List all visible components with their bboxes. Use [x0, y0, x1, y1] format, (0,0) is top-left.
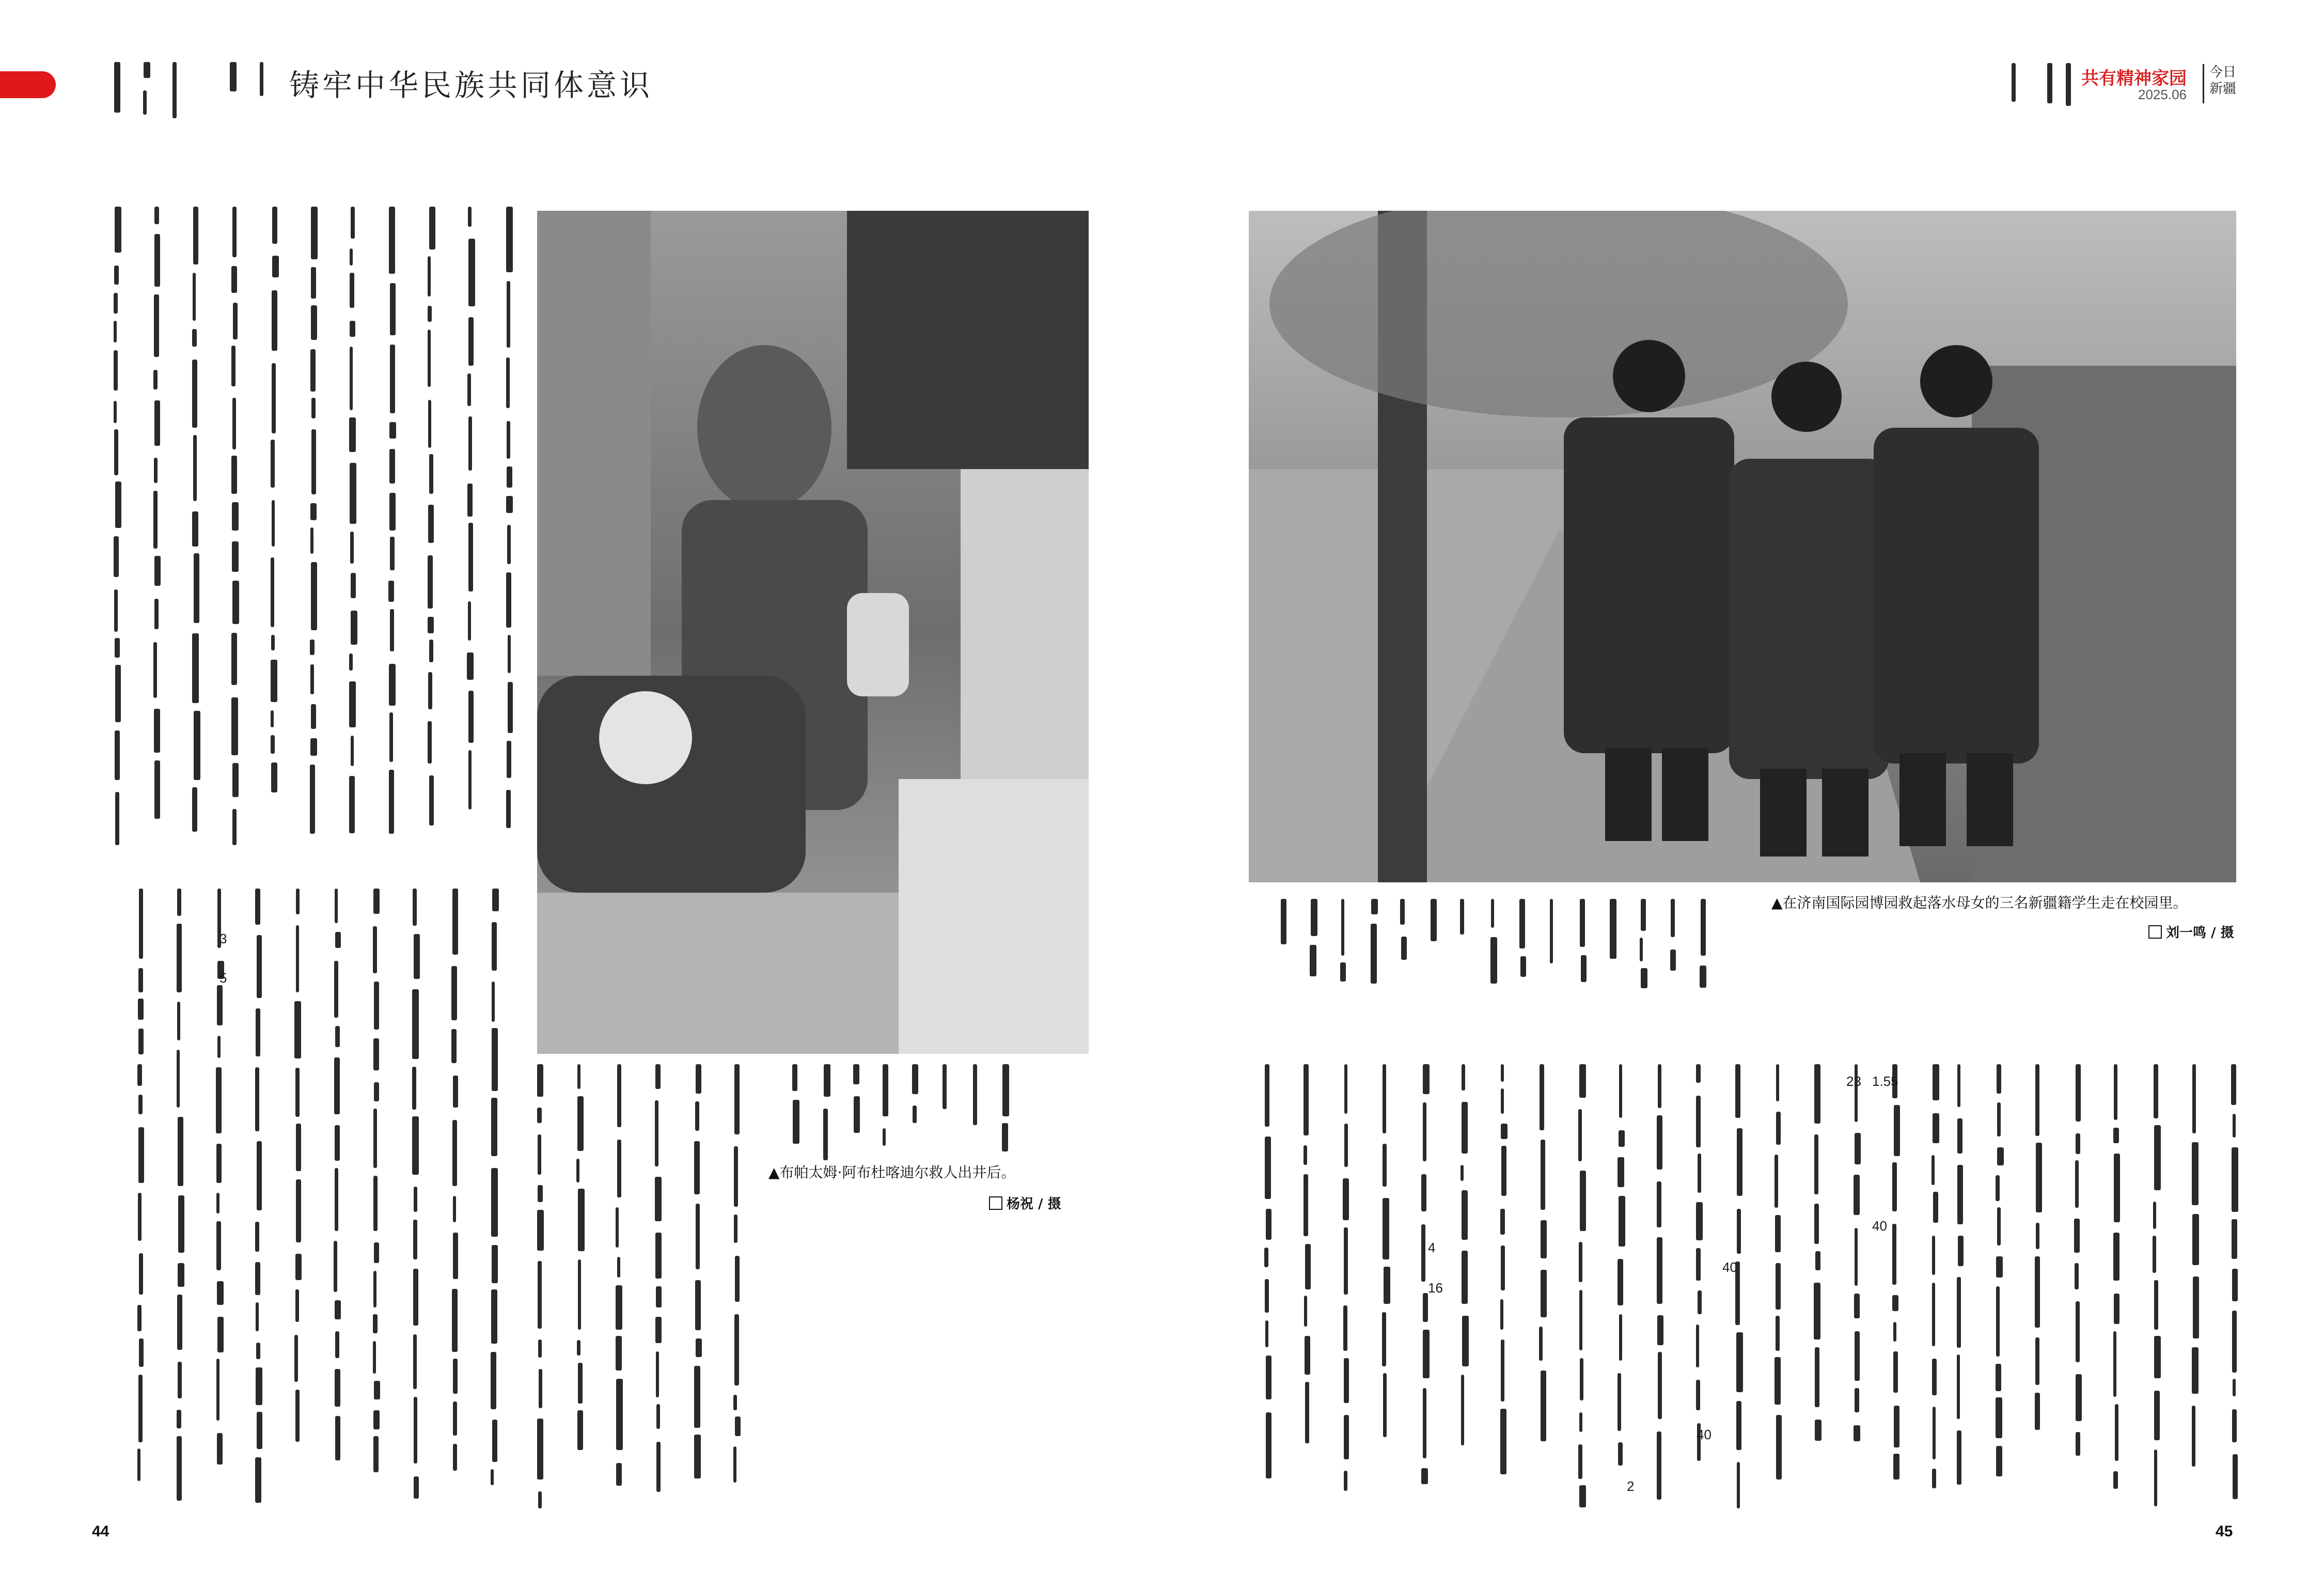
script-column [882, 1064, 889, 1162]
script-column [1699, 899, 1706, 997]
script-column [1996, 1064, 2003, 1508]
script-column [2231, 1064, 2238, 1508]
script-column [258, 62, 265, 129]
body-number: 40 [1697, 1427, 1711, 1442]
script-column [576, 1064, 584, 1508]
script-column [1264, 1064, 1271, 1508]
script-column [1340, 899, 1347, 997]
script-column [1002, 1064, 1009, 1162]
script-column [1853, 1064, 1860, 1508]
script-column [1669, 899, 1676, 997]
body-number: 1.55 [1872, 1073, 1898, 1089]
script-column [1735, 1064, 1742, 1508]
script-column [1500, 1064, 1507, 1508]
script-column [1459, 899, 1467, 997]
script-column [1775, 1064, 1782, 1508]
script-column [1956, 1064, 1964, 1508]
script-column [1461, 1064, 1468, 1508]
script-column [792, 1064, 799, 1162]
page-number-left: 44 [92, 1523, 109, 1540]
body-number: 40 [1722, 1259, 1737, 1275]
script-column [373, 889, 380, 1508]
script-column [349, 207, 356, 858]
rescue-photo [537, 211, 1089, 1054]
right-page-text-right [1952, 1064, 2241, 1508]
script-column [1618, 1064, 1625, 1508]
script-column [2047, 63, 2054, 110]
brand-name: 共有精神家园 [2081, 69, 2187, 88]
script-column [2066, 63, 2073, 110]
script-column [192, 207, 199, 858]
script-column [616, 1064, 623, 1508]
students-photo-credit [2148, 922, 2234, 941]
issue-date: 2025.06 [2138, 87, 2187, 102]
script-column [852, 1064, 859, 1162]
magazine-logo [2203, 64, 2246, 103]
script-column [1519, 899, 1527, 997]
rescue-photo-credit-text: 杨祝 / 摄 [1007, 1196, 1061, 1212]
article-title: 铸牢中华民族共同体意识 [289, 68, 653, 103]
script-column [114, 62, 121, 129]
script-column [1578, 1064, 1585, 1508]
script-column [1343, 1064, 1350, 1508]
script-column [1639, 899, 1646, 997]
left-page-text-upper [108, 207, 516, 858]
script-column [1370, 899, 1377, 997]
students-photo-mongolian-caption [1255, 899, 1709, 997]
script-column [912, 1064, 919, 1162]
script-column [255, 889, 262, 1508]
camera-icon [989, 1196, 1002, 1210]
students-photo [1249, 211, 2236, 882]
body-number: 23 [1846, 1073, 1861, 1089]
script-column [294, 889, 302, 1508]
rescue-photo-mongolian-caption [764, 1064, 1012, 1162]
script-column [271, 207, 278, 858]
script-column [1430, 899, 1437, 997]
script-column [822, 1064, 829, 1162]
script-column [2153, 1064, 2160, 1508]
script-column [137, 889, 145, 1508]
script-column [467, 207, 474, 858]
script-column [1814, 1064, 1821, 1508]
script-column [229, 62, 237, 129]
section-tab [0, 71, 56, 98]
script-column [388, 207, 396, 858]
script-column [143, 62, 150, 129]
script-column [2192, 1064, 2199, 1508]
script-column [694, 1064, 701, 1508]
script-column [2010, 63, 2017, 110]
script-column [177, 889, 184, 1508]
script-column [428, 207, 435, 858]
mongolian-title-block [98, 62, 269, 129]
script-column [1539, 1064, 1546, 1508]
script-column [1304, 1064, 1311, 1508]
script-column [1489, 899, 1497, 997]
students-photo-credit-text: 刘一鸣 / 摄 [2166, 925, 2234, 941]
script-column [171, 62, 179, 129]
script-column [1609, 899, 1616, 997]
script-column [1421, 1064, 1428, 1508]
script-column [1657, 1064, 1664, 1508]
script-column [733, 1064, 741, 1508]
script-column [655, 1064, 662, 1508]
script-column [1579, 899, 1587, 997]
right-page-text-left [1250, 1064, 1942, 1508]
students-photo-caption: ▲在济南国际园博园救起落水母女的三名新疆籍学生走在校园里。 [1771, 894, 2188, 911]
script-column [231, 207, 239, 858]
script-column [491, 889, 498, 1508]
brand-mongolian-logo [2009, 63, 2076, 110]
script-column [972, 1064, 979, 1162]
body-number: 16 [1428, 1280, 1443, 1296]
rescue-photo-credit [989, 1193, 1061, 1212]
script-column [1892, 1064, 1899, 1508]
body-number: 5 [219, 970, 227, 986]
rescue-photo-caption: ▲布帕太姆·阿布杜喀迪尔救人出井后。 [768, 1164, 1016, 1181]
camera-icon [2148, 925, 2162, 939]
script-column [1932, 1064, 1939, 1508]
script-column [451, 889, 459, 1508]
script-column [537, 1064, 544, 1508]
script-column [942, 1064, 949, 1162]
body-number: 2 [1627, 1478, 1635, 1494]
script-column [114, 207, 121, 858]
script-column [506, 207, 513, 858]
magazine-logo-line2: 新疆 [2209, 81, 2237, 97]
script-column [334, 889, 341, 1508]
body-number: 4 [1428, 1240, 1436, 1255]
script-column [200, 62, 208, 129]
script-column [1549, 899, 1557, 997]
body-number: 40 [1872, 1218, 1887, 1234]
left-page-text-lower [108, 889, 501, 1508]
script-column [412, 889, 419, 1508]
script-column [2074, 1064, 2081, 1508]
left-page-text-right [516, 1064, 744, 1508]
script-column [2113, 1064, 2121, 1508]
script-column [1382, 1064, 1389, 1508]
script-column [1280, 899, 1287, 997]
script-column [2029, 63, 2036, 110]
body-number: 3 [219, 931, 227, 946]
script-column [2035, 1064, 2042, 1508]
script-column [1400, 899, 1407, 997]
magazine-logo-line1: 今日 [2209, 65, 2237, 80]
script-column [1310, 899, 1317, 997]
script-column [153, 207, 160, 858]
script-column [310, 207, 317, 858]
page-number-right: 45 [2216, 1523, 2233, 1540]
